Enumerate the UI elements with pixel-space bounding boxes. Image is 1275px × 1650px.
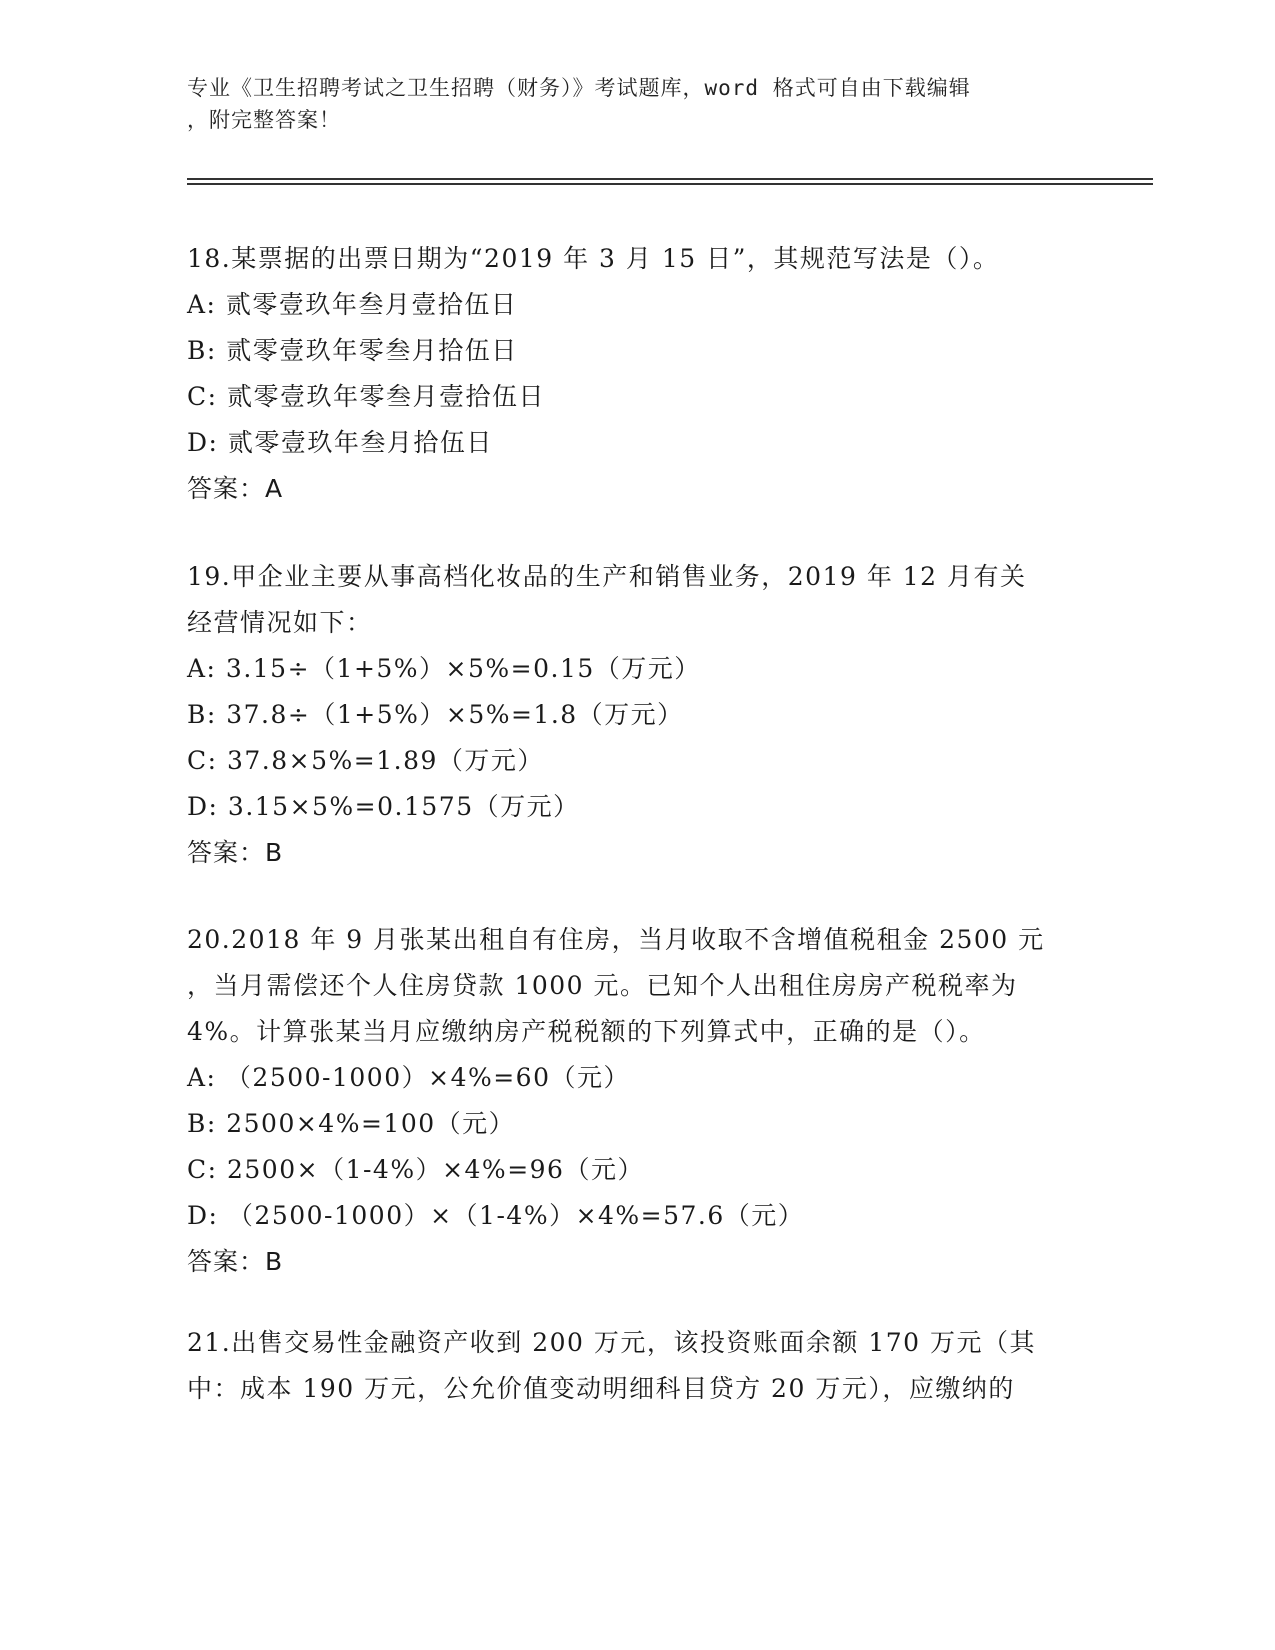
question-stem: 18.某票据的出票日期为“2019 年 3 月 15 日”，其规范写法是（）。 — [187, 244, 1000, 273]
question-stem: 19.甲企业主要从事高档化妆品的生产和销售业务，2019 年 12 月有关 — [187, 562, 1027, 591]
option-c: C: 2500×（1-4%）×4%=96（元） — [187, 1155, 644, 1184]
option-b: B: 贰零壹玖年零叁月拾伍日 — [187, 336, 518, 365]
answer-label: 答案：B — [187, 1247, 284, 1276]
option-d: D: 贰零壹玖年叁月拾伍日 — [187, 428, 493, 457]
question-stem: 20.2018 年 9 月张某出租自有住房，当月收取不含增值税租金 2500 元 — [187, 925, 1045, 954]
option-c: C: 37.8×5%=1.89（万元） — [187, 746, 544, 775]
header-divider-bottom — [187, 183, 1153, 185]
answer-label: 答案：B — [187, 838, 284, 867]
question-stem: 中：成本 190 万元，公允价值变动明细科目贷方 20 万元），应缴纳的 — [187, 1374, 1015, 1403]
question-stem: 经营情况如下： — [187, 608, 373, 637]
header-divider-top — [187, 178, 1153, 180]
question-18 — [187, 236, 1087, 512]
option-a: A: 贰零壹玖年叁月壹拾伍日 — [187, 290, 518, 319]
option-d: D: （2500-1000）×（1-4%）×4%=57.6（元） — [187, 1201, 805, 1230]
option-b: B: 2500×4%=100（元） — [187, 1109, 516, 1138]
question-21 — [187, 1320, 1087, 1412]
answer-label: 答案：A — [187, 474, 284, 503]
question-stem: ，当月需偿还个人住房贷款 1000 元。已知个人出租住房房产税税率为 — [187, 971, 1018, 1000]
document-header — [187, 72, 1067, 136]
option-b: B: 37.8÷（1+5%）×5%=1.8（万元） — [187, 700, 684, 729]
option-a: A: （2500-1000）×4%=60（元） — [187, 1063, 630, 1092]
option-a: A: 3.15÷（1+5%）×5%=0.15（万元） — [187, 654, 701, 683]
header-line-2: ，附完整答案！ — [187, 108, 341, 132]
question-stem: 4%。计算张某当月应缴纳房产税税额的下列算式中，正确的是（）。 — [187, 1017, 986, 1046]
option-d: D: 3.15×5%=0.1575（万元） — [187, 792, 580, 821]
header-line-1: 专业《卫生招聘考试之卫生招聘（财务）》考试题库，word 格式可自由下载编辑 — [187, 76, 971, 100]
question-19 — [187, 554, 1087, 876]
option-c: C: 贰零壹玖年零叁月壹拾伍日 — [187, 382, 545, 411]
question-stem: 21.出售交易性金融资产收到 200 万元，该投资账面余额 170 万元（其 — [187, 1328, 1036, 1357]
question-20 — [187, 917, 1087, 1285]
